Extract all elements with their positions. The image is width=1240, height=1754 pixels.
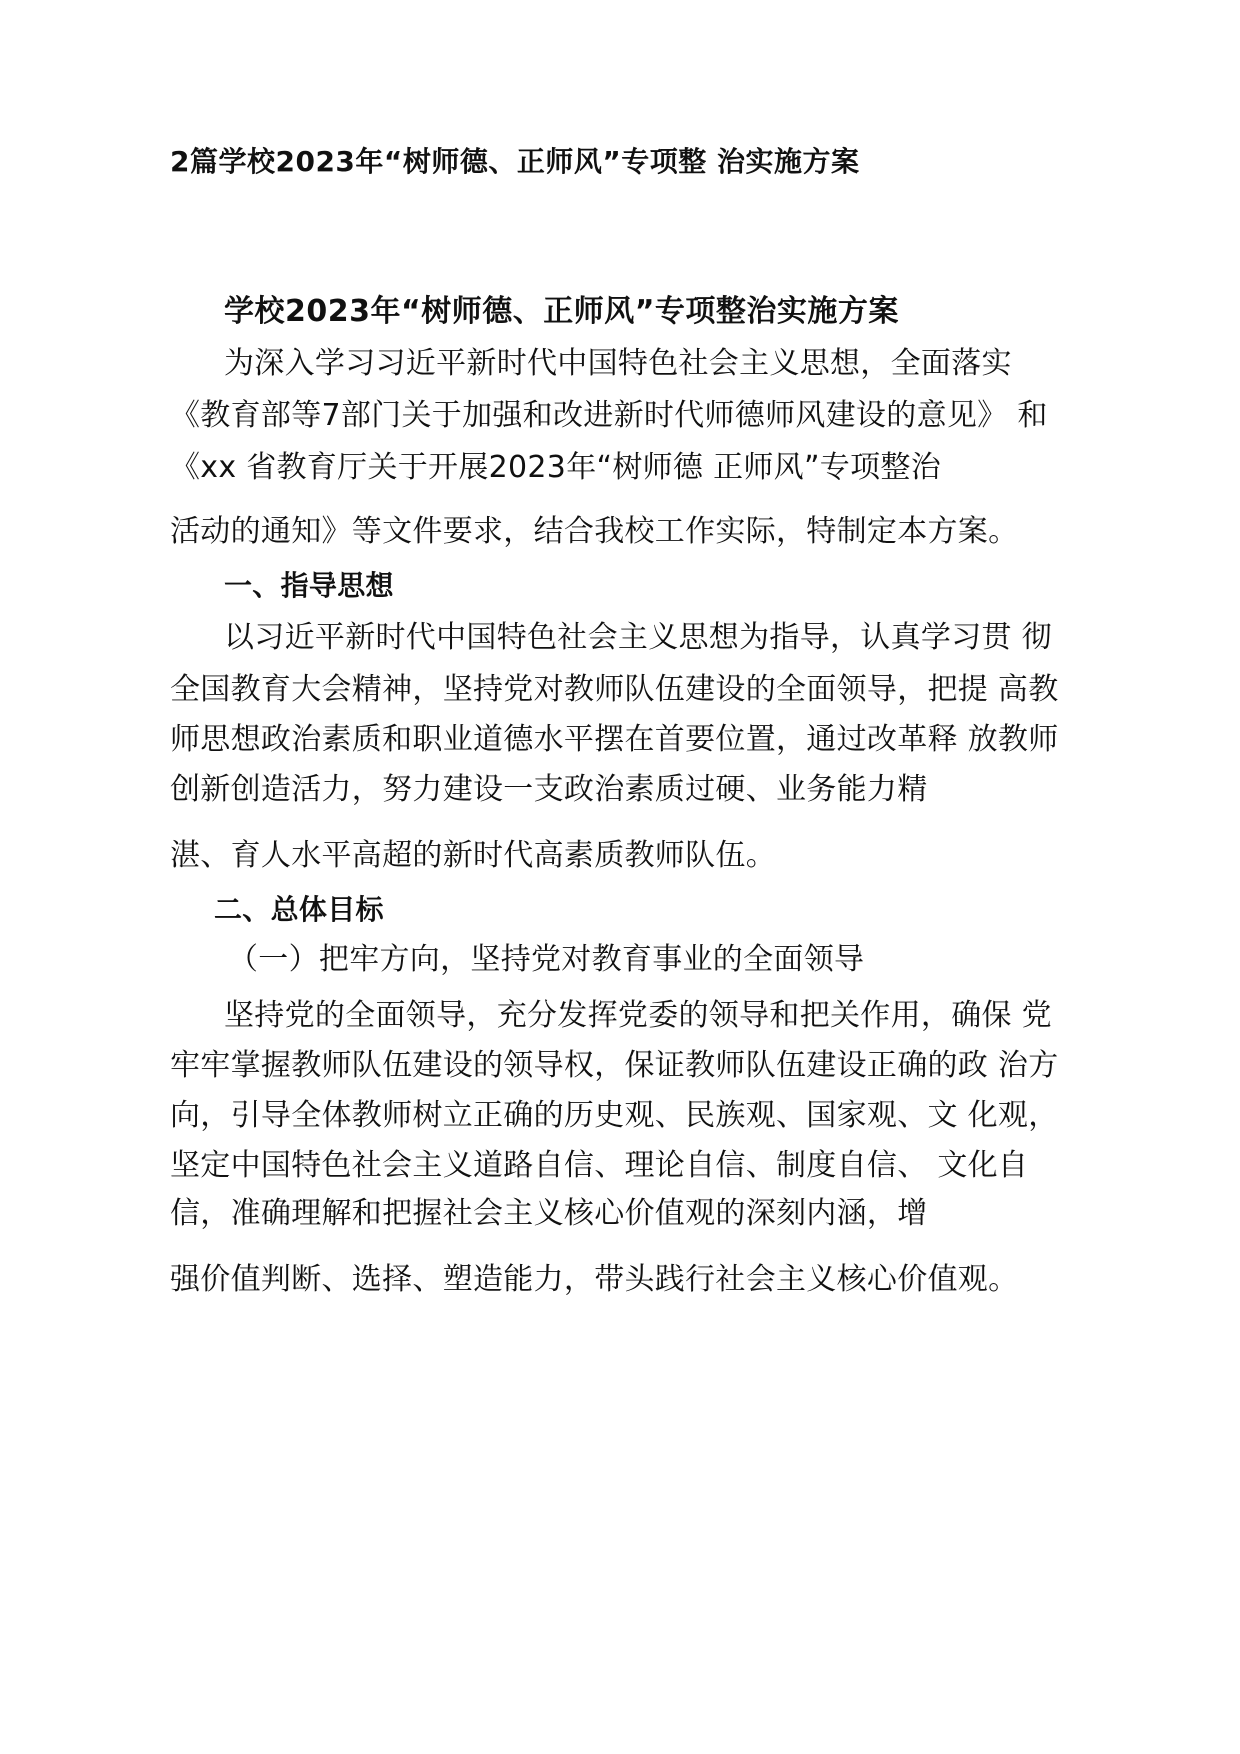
- section1-line-4: 创新创造活力，努力建设一支政治素质过硬、业务能力精: [170, 772, 928, 807]
- section2-line-6: 强价值判断、选择、塑造能力，带头践行社会主义核心价值观。: [170, 1262, 1019, 1297]
- section2-subheading: （一）把牢方向，坚持党对教育事业的全面领导: [228, 942, 865, 977]
- section2-line-1: 坚持党的全面领导，充分发挥党委的领导和把关作用，确保 党: [224, 998, 1052, 1033]
- section2-line-4: 坚定中国特色社会主义道路自信、理论自信、制度自信、 文化自: [170, 1148, 1029, 1183]
- section1-line-2: 全国教育大会精神，坚持党对教师队伍建设的全面领导，把提 高教: [170, 672, 1059, 707]
- section1-line-1: 以习近平新时代中国特色社会主义思想为指导，认真学习贯 彻: [224, 620, 1052, 655]
- intro-line-4: 活动的通知》等文件要求，结合我校工作实际，特制定本方案。: [170, 514, 1019, 549]
- section2-line-5: 信，准确理解和把握社会主义核心价值观的深刻内涵，增: [170, 1196, 928, 1231]
- section2-line-2: 牢牢掌握教师队伍建设的领导权，保证教师队伍建设正确的政 治方: [170, 1048, 1059, 1083]
- plan-title: 学校2023年“树师德、正师风”专项整治实施方案: [224, 294, 899, 329]
- section2-line-3: 向，引导全体教师树立正确的历史观、民族观、国家观、文 化观，: [170, 1098, 1059, 1133]
- intro-line-1: 为深入学习习近平新时代中国特色社会主义思想，全面落实: [224, 346, 1012, 381]
- section-heading-overall-goals: 二、总体目标: [214, 893, 384, 926]
- intro-line-2: 《教育部等7部门关于加强和改进新时代师德师风建设的意见》 和: [170, 398, 1048, 433]
- intro-line-3: 《xx 省教育厅关于开展2023年“树师德 正师风”专项整治: [170, 450, 942, 485]
- section-heading-guiding-ideology: 一、指导思想: [224, 569, 394, 602]
- section1-line-3: 师思想政治素质和职业道德水平摆在首要位置，通过改革释 放教师: [170, 722, 1059, 757]
- section1-line-5: 湛、育人水平高超的新时代高素质教师队伍。: [170, 838, 776, 873]
- document-title: 2篇学校2023年“树师德、正师风”专项整 治实施方案: [170, 145, 860, 178]
